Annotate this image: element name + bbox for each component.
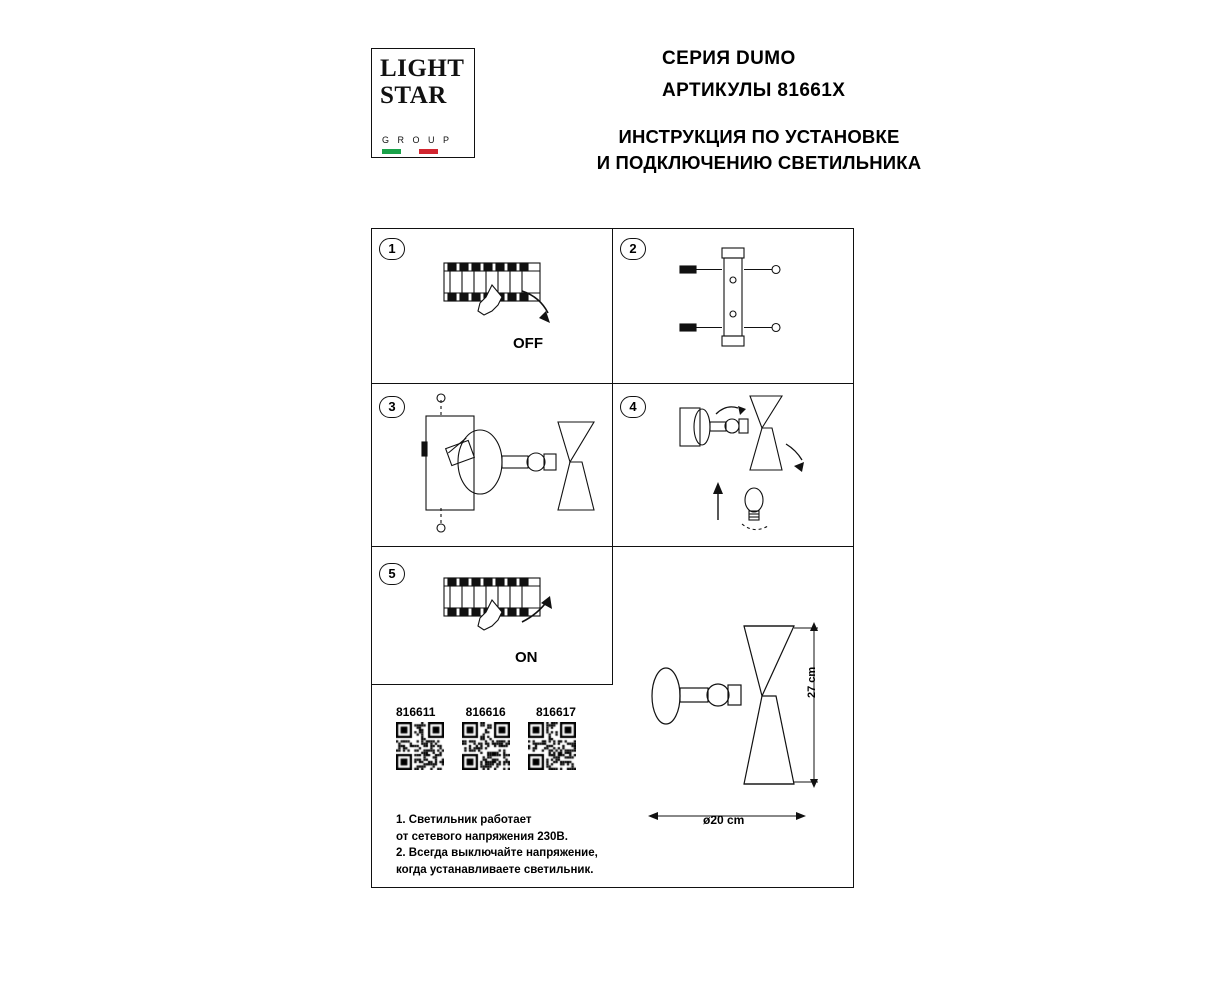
logo-line-1: LIGHT bbox=[380, 55, 465, 82]
step-badge-1: 1 bbox=[379, 238, 405, 260]
step-badge-3: 3 bbox=[379, 396, 405, 418]
grid-divider-vertical bbox=[612, 228, 613, 684]
product-codes-row bbox=[396, 705, 576, 719]
safety-note-line-4: когда устанавливаете светильник. bbox=[396, 863, 594, 876]
logo-wordmark bbox=[380, 55, 464, 109]
step-3-illustration bbox=[408, 392, 608, 542]
safety-note-line-1: 1. Светильник работает bbox=[396, 814, 532, 826]
step-badge-4: 4 bbox=[620, 396, 646, 418]
document-title-line-2: И ПОДКЛЮЧЕНИЮ СВЕТИЛЬНИКА bbox=[596, 152, 922, 173]
step-1-label-off: OFF bbox=[513, 335, 543, 352]
step-badge-2: 2 bbox=[620, 238, 646, 260]
document-title-line-1: ИНСТРУКЦИЯ ПО УСТАНОВКЕ bbox=[618, 126, 900, 147]
safety-notes bbox=[396, 812, 611, 878]
safety-note-line-3: 2. Всегда выключайте напряжение, bbox=[396, 847, 598, 859]
qr-code-1 bbox=[396, 722, 444, 770]
logo-group-text: G R O U P bbox=[382, 135, 453, 145]
series-label: СЕРИЯ DUMO bbox=[662, 48, 796, 69]
articles-label: АРТИКУЛЫ 81661X bbox=[662, 80, 846, 101]
brand-logo bbox=[371, 48, 475, 158]
height-dimension-label: 27 cm bbox=[806, 666, 818, 698]
grid-divider-h1 bbox=[371, 383, 854, 384]
logo-flag-icon bbox=[382, 149, 438, 154]
step-1-illustration bbox=[440, 255, 570, 355]
qr-codes-row bbox=[396, 722, 576, 770]
step-5-illustration bbox=[440, 570, 570, 670]
step-4-illustration bbox=[668, 392, 838, 542]
safety-note-line-2: от сетевого напряжения 230В. bbox=[396, 830, 568, 843]
diameter-dimension-label: ø20 cm bbox=[703, 813, 745, 827]
step-2-illustration bbox=[672, 240, 802, 360]
product-code-3: 816617 bbox=[535, 705, 576, 719]
product-code-2: 816616 bbox=[465, 705, 506, 719]
step-5-label-on: ON bbox=[515, 649, 538, 666]
qr-code-2 bbox=[462, 722, 510, 770]
dimension-illustration bbox=[636, 618, 836, 838]
product-code-1: 816611 bbox=[396, 705, 436, 719]
grid-divider-h2 bbox=[371, 546, 854, 547]
qr-code-3 bbox=[528, 722, 576, 770]
document-title bbox=[524, 124, 994, 176]
grid-divider-h3 bbox=[371, 684, 613, 685]
logo-line-2: STAR bbox=[380, 82, 447, 109]
step-badge-5: 5 bbox=[379, 563, 405, 585]
